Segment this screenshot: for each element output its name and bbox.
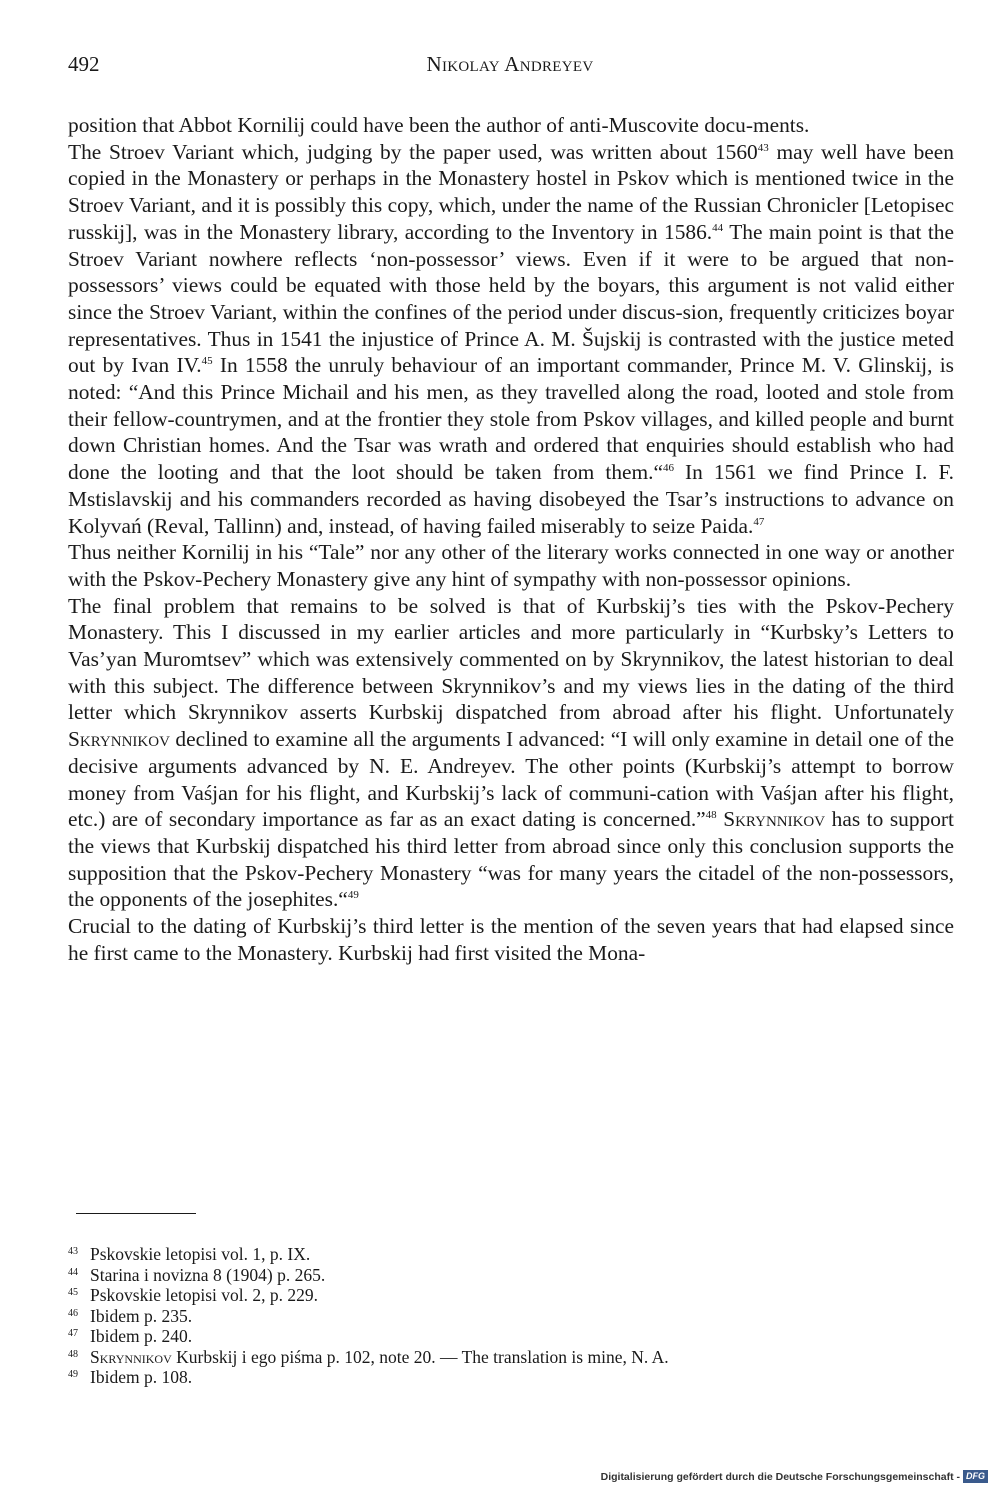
footnote-ref-45: 45: [201, 355, 213, 368]
footnote-number: 44: [68, 1266, 78, 1278]
footnote: 45 Pskovskie letopisi vol. 2, p. 229.: [68, 1285, 318, 1305]
footnote-divider: [76, 1213, 196, 1214]
footnote-ref-48: 48: [705, 809, 717, 822]
paragraph-1: position that Abbot Kornilij could have been the author of anti-Muscovite docu-ments.: [68, 113, 810, 137]
body-text: [68, 112, 954, 967]
page-number: 492: [68, 52, 100, 76]
author-name-smallcaps: Skrynnikov: [723, 807, 826, 832]
paragraph-5: Crucial to the dating of Kurbskij’s third letter is the mention of the seven years that had elapsed since he first came to the Monastery. Kurbskij had first visited the Mona-: [68, 914, 954, 965]
footnote: 48 Skrynnikov Kurbskij i ego piśma p. 102, note 20. — The translation is mine, N. A.: [68, 1346, 669, 1367]
footnote-ref-46: 46: [663, 462, 674, 475]
footnote-ref-47: 47: [753, 515, 765, 528]
footnote-number: 49: [68, 1369, 78, 1380]
author-name-smallcaps: Skrynnikov: [90, 1346, 172, 1367]
footnote: 43 Pskovskie letopisi vol. 1, p. IX.: [68, 1244, 311, 1264]
running-title: Nikolay Andreyev: [426, 52, 594, 76]
footnote-ref-43: 43: [757, 141, 769, 154]
credit-text: Digitalisierung gefördert durch die Deutsche Forschungsgemeinschaft -: [600, 1470, 960, 1483]
page-header: [68, 52, 952, 82]
footnote: 46 Ibidem p. 235.: [68, 1305, 193, 1326]
footnote-number: 47: [68, 1328, 78, 1339]
digitization-credit: [601, 1470, 988, 1483]
footnote-ref-44: 44: [712, 221, 724, 234]
paragraph-3: Thus neither Kornilij in his “Tale” nor any other of the literary works connected in one way or another with the Pskov-Pechery Monastery give any hint of sympathy with non-possessor opinions.: [68, 540, 954, 591]
dfg-logo: DFG: [963, 1470, 988, 1483]
footnote-number: 46: [68, 1307, 78, 1319]
footnote-number: 48: [68, 1348, 78, 1360]
footnote-ref-49: 49: [347, 889, 359, 902]
footnote: 47 Ibidem p. 240.: [68, 1326, 193, 1346]
paragraph-4: The final problem that remains to be solved is that of Kurbskij’s ties with the Pskov-Pechery Monastery. This I discussed in my earlier articles and more particularly in “Kurbsky’s Letters to Vas’yan Muromtsev” which was extensively commented on by Skrynnikov, the latest historian to deal with this subject. The difference between Skrynnikov’s and my views lies in the dating of the third letter which Skrynnikov asserts Kurbskij dispatched from abroad after his flight. Unfortunately Skrynnikov declined to examine all the arguments I advanced: “I will only examine in detail one of the decisive arguments advanced by N. E. Andreyev. The other points (Kurbskij’s attempt to borrow money from Vaśjan for his flight, and Kurbskij’s lack of communi-cation with Vaśjan after his flight, etc.) are of secondary importance as far as an exact dating is concerned.”$^{48}$ Skrynnikov has to support the views that Kurbskij dispatched his third letter from abroad since only this conclusion supports the supposition that the Pskov-Pechery Monastery “was for many years the citadel of the non-possessors, the opponents of the josephites.“$^{49}$: [68, 593, 954, 912]
footnotes: [68, 1244, 954, 1388]
author-name-smallcaps: Skrynnikov: [68, 727, 170, 752]
footnote-number: 43: [68, 1246, 78, 1257]
footnote-number: 45: [68, 1287, 78, 1298]
footnote: 44 Starina i novizna 8 (1904) p. 265.: [68, 1264, 326, 1285]
footnote: 49 Ibidem p. 108.: [68, 1367, 193, 1387]
paragraph-2: The Stroev Variant which, judging by the paper used, was written about 1560$^{43}$ may well have been copied in the Monastery or perhaps in the Monastery hostel in Pskov which is mentioned twice in the Stroev Variant, and it is possibly this copy, which, under the name of the Russian Chronicler [Letopisec russkij], was in the Monastery library, according to the Inventory in 1586.44 The main point is that the Stroev Variant nowhere reflects ‘non-possessor’ views. Even if it were to be argued that non-possessors’ views could be equated with those held by the boyars, this argument is not valid either since the Stroev Variant, within the confines of the period under discus-sion, frequently criticizes boyar representatives. Thus in 1541 the injustice of Prince A. M. Šujskij is contrasted with the justice meted out by Ivan IV.$^{45}$ In 1558 the unruly behaviour of an important commander, Prince M. V. Glinskij, is noted: “And this Prince Michail and his men, as they travelled along the road, looted and stole from their fellow-countrymen, and at the frontier they stole from Pskov villages, and killed people and burnt down Christian homes. And the Tsar was wrath and ordered that enquiries should establish who had done the looting and that the loot should be taken from them.“$^{46}$ In 1561 we find Prince I. F. Mstislavskij and his commanders recorded as having disobeyed the Tsar’s instructions to advance on Kolyvań (Reval, Tallinn) and, instead, of having failed miserably to seize Paida.$^{47}$: [68, 139, 954, 538]
